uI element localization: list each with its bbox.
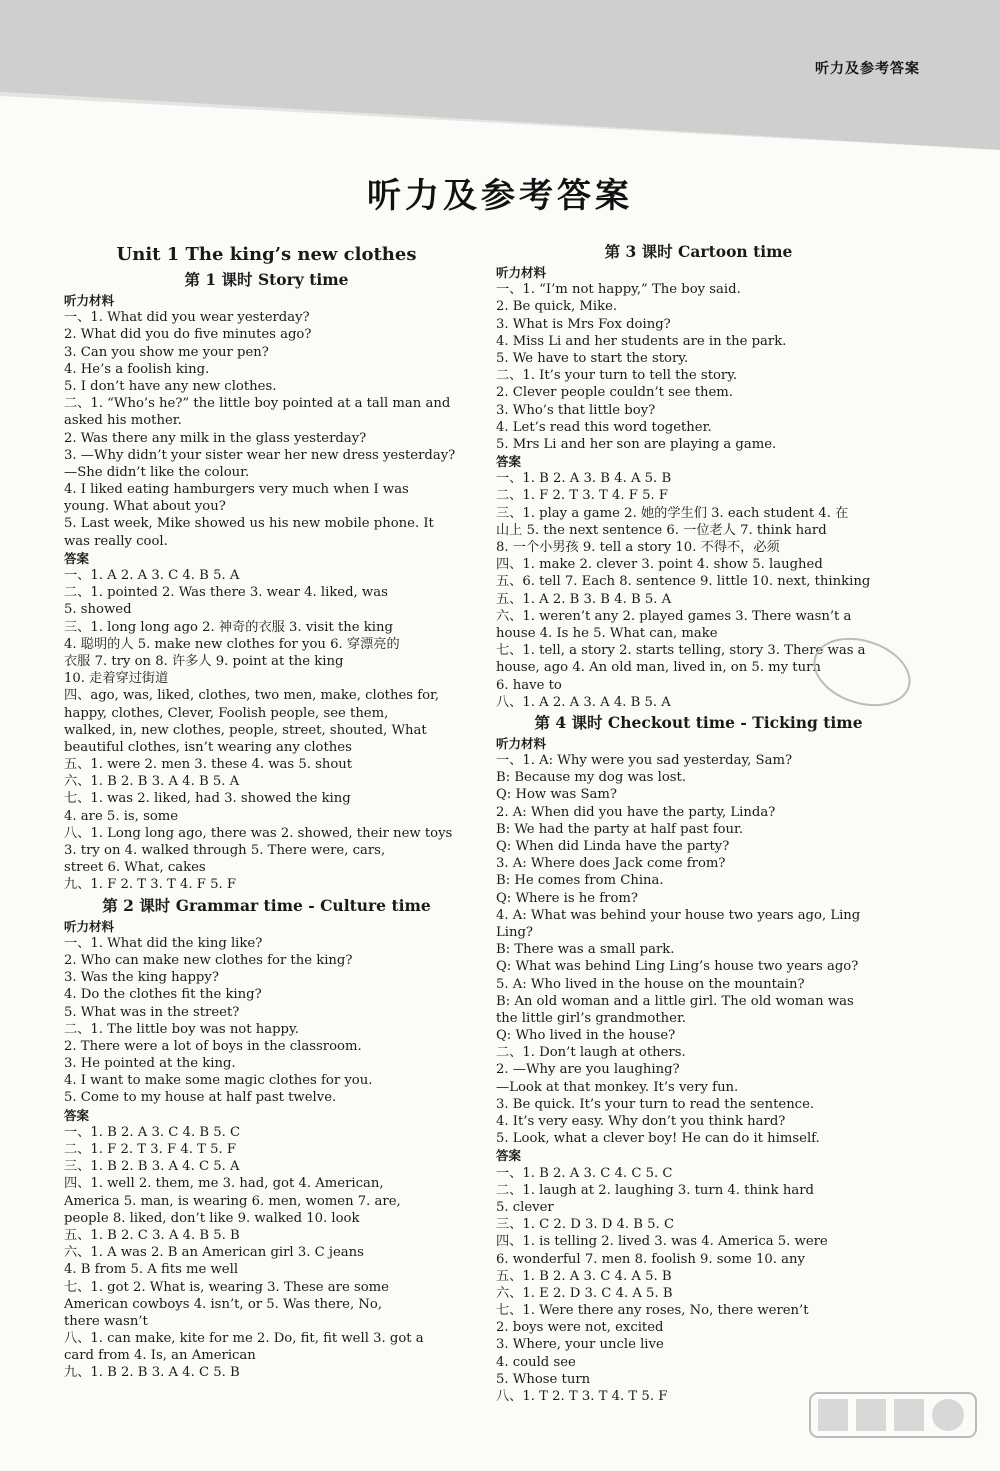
text-line: house, ago 4. An old man, lived in, on 5. my turn [496,660,821,676]
text-line: 六、1. weren’t any 2. played games 3. There wasn’t a [496,608,852,624]
text-line: 3. Was the king happy? [64,970,219,986]
text-line: 七、1. got 2. What is, wearing 3. These are some [64,1279,389,1295]
text-line: 4. It’s very easy. Why don’t you think hard? [496,1114,786,1129]
unit-title: Unit 1 The king’s new clothes [116,244,417,265]
text-line: house 4. Is he 5. What can, make [496,625,718,641]
text-line: 4. A: What was behind your house two years ago, Ling [496,907,861,923]
text-line: B: He comes from China. [496,873,664,889]
text-line: 2. Who can make new clothes for the king? [64,952,353,968]
text-line: the little girl’s grandmother. [496,1010,687,1026]
text-line: 八、1. A 2. A 3. A 4. B 5. A [496,694,671,710]
text-line: 5. clever [496,1199,554,1215]
text-line: happy, clothes, Clever, Foolish people, see them, [64,705,389,721]
text-line: 一、1. B 2. A 3. B 4. A 5. B [496,471,672,487]
listening-label-3: 听力材料 [496,265,547,280]
text-line: 四、1. well 2. them, me 3. had, got 4. American, [64,1176,384,1192]
text-line: 二、1. pointed 2. Was there 3. wear 4. liked, was [64,585,388,601]
listening-list-4 [496,752,901,1147]
text-line: 5. We have to start the story. [496,350,689,366]
text-line: 二、1. F 2. T 3. F 4. T 5. F [64,1142,237,1157]
text-line: 2. Be quick, Mike. [496,299,618,315]
listening-list-3 [496,281,901,453]
text-line: was really cool. [64,533,168,549]
text-line: 4. 聪明的人 5. make new clothes for you 6. 穿漂亮的 [64,636,400,652]
text-line: card from 4. Is, an American [64,1348,256,1364]
text-line: 5. What was in the street? [64,1004,240,1020]
text-line: —She didn’t like the colour. [64,464,250,480]
text-line: 3. —Why didn’t your sister wear her new dress yesterday? [64,447,456,463]
listening-label-4: 听力材料 [496,735,547,751]
text-line: 一、1. B 2. A 3. C 4. C 5. C [496,1165,673,1181]
text-line: 三、1. B 2. B 3. A 4. C 5. A [64,1159,240,1175]
text-line: 一、1. A 2. A 3. C 4. B 5. A [64,568,240,583]
text-line: asked his mother. [64,413,182,429]
text-line: 5. Mrs Li and her son are playing a game. [496,436,777,452]
text-line: 六、1. E 2. D 3. C 4. A 5. B [496,1285,673,1301]
text-line: 八、1. T 2. T 3. T 4. T 5. F [496,1389,668,1404]
text-line: Q: How was Sam? [496,787,617,803]
text-line: 三、1. long long ago 2. 神奇的衣服 3. visit the king [64,619,393,635]
answers-list-4 [496,1165,901,1406]
answers-list-2 [64,1124,469,1382]
text-line: Q: When did Linda have the party? [496,839,730,854]
page-title: 听力及参考答案 [367,176,633,216]
text-line: 3. What is Mrs Fox doing? [496,316,671,332]
text-line: 一、1. A: Why were you sad yesterday, Sam? [496,753,793,769]
text-line: 6. wonderful 7. men 8. foolish 9. some 10. any [496,1251,805,1267]
answers-label-4: 答案 [496,1148,522,1164]
text-line: 2. —Why are you laughing? [496,1062,680,1078]
text-line: 4. Do the clothes fit the king? [64,987,262,1003]
text-line: people 8. liked, don’t like 9. walked 10. look [64,1210,360,1226]
text-line: 七、1. Were there any roses, No, there weren’t [496,1303,809,1319]
listening-list-2 [64,935,469,1107]
text-line: 三、1. C 2. D 3. D 4. B 5. C [496,1217,675,1233]
text-line: 3. A: Where does Jack come from? [496,856,726,872]
text-line: 五、1. B 2. A 3. C 4. A 5. B [496,1268,672,1284]
text-line: 七、1. was 2. liked, had 3. showed the king [64,791,351,807]
text-line: 五、6. tell 7. Each 8. sentence 9. little 10. next, thinking [496,574,871,590]
text-line: street 6. What, cakes [64,860,206,876]
text-line: 九、1. F 2. T 3. T 4. F 5. F [64,877,237,893]
text-line: 八、1. Long long ago, there was 2. showed, their new toys [64,825,453,841]
text-line: 4. I want to make some magic clothes for you. [64,1073,373,1089]
text-line: walked, in, new clothes, people, street, shouted, What [64,722,427,738]
text-line: 五、1. A 2. B 3. B 4. B 5. A [496,591,672,607]
text-line: 3. Where, your uncle live [496,1337,664,1353]
text-line: 4. Miss Li and her students are in the park. [496,333,787,349]
text-line: 一、1. “I’m not happy,” The boy said. [496,282,741,298]
text-line: 二、1. The little boy was not happy. [64,1021,299,1037]
text-line: 九、1. B 2. B 3. A 4. C 5. B [64,1365,240,1381]
text-line: —Look at that monkey. It’s very fun. [496,1079,739,1095]
section-title-3: 第 3 课时 Cartoon time [604,242,793,261]
answers-label-1: 答案 [64,550,90,566]
text-line: 8. 一个小男孩 9. tell a story 10. 不得不，必须 [496,540,780,555]
listening-list-1 [64,309,469,550]
text-line: 五、1. were 2. men 3. these 4. was 5. shout [64,757,353,773]
text-line: 一、1. What did you wear yesterday? [64,310,310,326]
answers-list-1 [64,567,469,894]
text-line: Ling? [496,924,533,940]
text-line: 2. boys were not, excited [496,1320,664,1336]
text-line: 二、1. Don’t laugh at others. [496,1045,686,1061]
text-line: 八、1. can make, kite for me 2. Do, fit, fit well 3. got a [64,1331,424,1347]
text-line: 四、1. is telling 2. lived 3. was 4. America 5. were [496,1234,828,1250]
text-line: 4. B from 5. A fits me well [64,1262,239,1278]
left-column [64,240,469,1382]
text-line: 5. Last week, Mike showed us his new mobile phone. It [64,516,434,532]
text-line: 3. Who’s that little boy? [496,402,656,418]
text-line: beautiful clothes, isn’t wearing any clothes [64,739,352,755]
text-line: B: An old woman and a little girl. The old woman was [496,993,854,1009]
text-line: B: There was a small park. [496,942,675,958]
text-line: 五、1. B 2. C 3. A 4. B 5. B [64,1227,240,1243]
text-line: 四、1. make 2. clever 3. point 4. show 5. laughed [496,557,823,573]
text-line: 5. I don’t have any new clothes. [64,378,277,394]
text-line: 5. Come to my house at half past twelve. [64,1090,337,1106]
text-line: 2. Clever people couldn’t see them. [496,385,733,401]
text-line: 5. Whose turn [496,1371,591,1387]
text-line: 4. He’s a foolish king. [64,361,210,377]
text-line: 5. Look, what a clever boy! He can do it himself. [496,1131,820,1147]
right-column [496,240,901,1405]
text-line: 二、1. “Who’s he?” the little boy pointed at a tall man and [64,396,451,412]
text-line: American cowboys 4. isn’t, or 5. Was there, No, [64,1296,383,1312]
text-line: 六、1. B 2. B 3. A 4. B 5. A [64,774,240,790]
text-line: Q: Where is he from? [496,890,638,906]
text-line: 衣服 7. try on 8. 许多人 9. point at the king [64,653,344,669]
text-line: young. What about you? [64,499,226,515]
text-line: 一、1. B 2. A 3. C 4. B 5. C [64,1124,241,1140]
text-line: 七、1. tell, a story 2. starts telling, story 3. There was a [496,643,866,659]
text-line: there wasn’t [64,1313,148,1329]
text-line: 2. What did you do five minutes ago? [64,327,312,343]
header-label: 听力及参考答案 [815,61,920,77]
text-line: 6. have to [496,677,562,693]
text-line: B: We had the party at half past four. [496,821,744,837]
text-line: 4. are 5. is, some [64,808,179,824]
text-line: 5. A: Who lived in the house on the mountain? [496,976,805,992]
section-title-2: 第 2 课时 Grammar time - Culture time [102,895,431,915]
text-line: 5. showed [64,602,132,618]
text-line: 4. could see [496,1354,576,1370]
text-line: 二、1. F 2. T 3. T 4. F 5. F [496,488,669,504]
text-line: 2. There were a lot of boys in the classroom. [64,1038,362,1054]
text-line: 2. A: When did you have the party, Linda? [496,804,776,820]
text-line: 四、ago, was, liked, clothes, two men, make, clothes for, [64,688,440,704]
text-line: 三、1. play a game 2. 她的学生们 3. each student 4. 在 [496,505,849,521]
listening-label-1: 听力材料 [64,293,115,308]
text-line: 3. try on 4. walked through 5. There were, cars, [64,843,386,858]
text-line: 3. Can you show me your pen? [64,344,269,360]
text-line: 4. I liked eating hamburgers very much when I was [64,482,409,498]
text-line: Q: Who lived in the house? [496,1028,676,1044]
listening-label-2: 听力材料 [64,918,115,934]
text-line: 2. Was there any milk in the glass yesterday? [64,430,367,446]
text-line: 二、1. It’s your turn to tell the story. [496,368,738,384]
text-line: 二、1. laugh at 2. laughing 3. turn 4. think hard [496,1182,814,1198]
answers-label-3: 答案 [496,454,522,470]
text-line: 山上 5. the next sentence 6. 一位老人 7. think hard [496,522,827,538]
text-line: B: Because my dog was lost. [496,770,687,786]
text-line: 4. Let’s read this word together. [496,419,712,435]
text-line: 六、1. A was 2. B an American girl 3. C jeans [64,1245,364,1261]
text-line: 10. 走着穿过街道 [64,671,169,687]
text-line: America 5. man, is wearing 6. men, women 7. are, [64,1193,401,1209]
answers-label-2: 答案 [64,1107,90,1123]
section-title-1: 第 1 课时 Story time [184,270,349,289]
text-line: 3. He pointed at the king. [64,1056,236,1072]
corner-logo-icon [808,1389,978,1453]
text-line: 3. Be quick. It’s your turn to read the sentence. [496,1096,815,1112]
section-title-4: 第 4 课时 Checkout time - Ticking time [534,712,863,732]
text-line: 一、1. What did the king like? [64,935,263,951]
text-line: Q: What was behind Ling Ling’s house two years ago? [496,959,859,975]
